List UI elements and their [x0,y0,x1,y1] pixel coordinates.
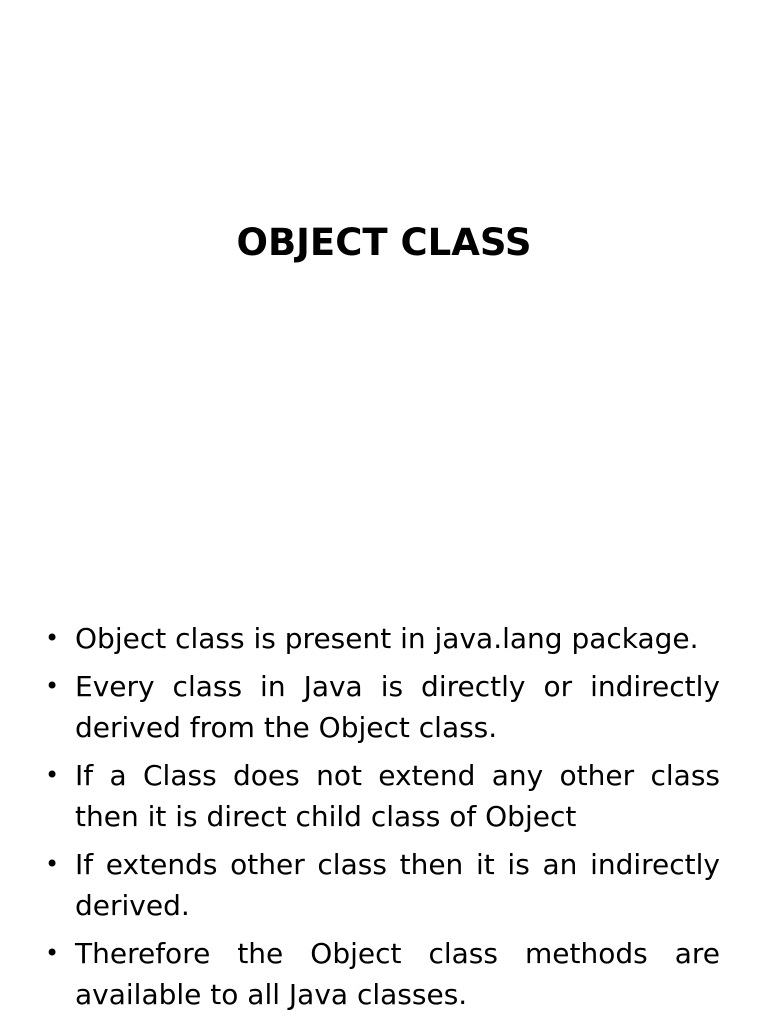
bullet-icon: • [45,672,60,700]
bullet-item [45,844,720,926]
bullet-icon: • [45,761,60,789]
bullet-text: Every class in Java is directly or indirectly derived from the Object class. [75,670,720,744]
bullet-item [45,618,720,659]
bullet-icon: • [45,939,60,967]
bullet-icon: • [45,850,60,878]
slide-title: OBJECT CLASS [236,221,532,264]
bullet-icon: • [45,624,60,652]
bullet-item [45,755,720,837]
bullet-text: Therefore the Object class methods are available to all Java classes. [75,937,720,1011]
bullet-item [45,933,720,1015]
bullet-text: If a Class does not extend any other class then it is direct child class of Object [75,759,720,833]
bullet-list [45,618,720,1022]
bullet-item [45,666,720,748]
bullet-text: If extends other class then it is an indirectly derived. [75,848,720,922]
bullet-text: Object class is present in java.lang package. [75,622,699,655]
